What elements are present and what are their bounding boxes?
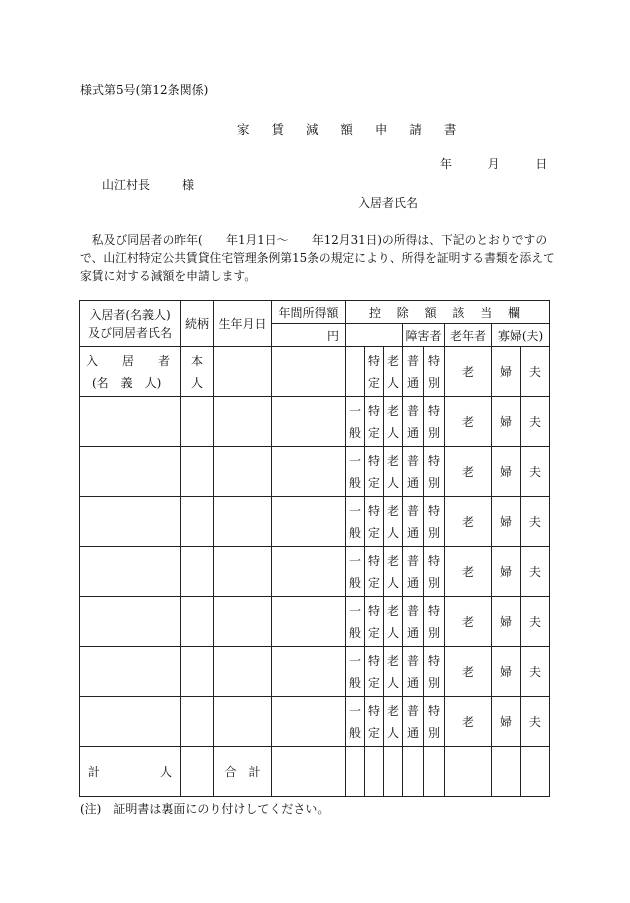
total-income-cell (272, 747, 346, 797)
ippan-cell (346, 397, 365, 447)
owner-tokutei-2: 定 (367, 375, 380, 390)
futsu-cell (403, 447, 424, 497)
owner-birth-cell (214, 347, 272, 397)
tokubetsu-1: 特 (427, 703, 440, 718)
header-income-unit: 円 (272, 324, 346, 347)
date-line (440, 155, 547, 172)
total-tokubetsu (424, 747, 445, 797)
tokubetsu-1: 特 (427, 453, 440, 468)
tokubetsu-cell (424, 397, 445, 447)
futsu-cell (403, 497, 424, 547)
tokubetsu-2: 別 (427, 425, 440, 440)
rojin-2: 人 (386, 425, 399, 440)
cohabitant-income-cell (272, 697, 346, 747)
tokubetsu-1: 特 (427, 653, 440, 668)
total-row (80, 747, 550, 797)
tokubetsu-cell (424, 447, 445, 497)
futsu-2: 通 (406, 475, 419, 490)
fu-cell: 婦 (492, 397, 521, 447)
date-day: 日 (535, 157, 548, 171)
owner-futsu-1: 普 (406, 353, 419, 368)
ippan-2: 般 (348, 725, 361, 740)
ippan-cell (346, 547, 365, 597)
table-row (80, 697, 550, 747)
tokutei-1: 特 (367, 403, 380, 418)
rojin-2: 人 (386, 475, 399, 490)
owner-ippan-cell (346, 347, 365, 397)
ippan-2: 般 (348, 675, 361, 690)
cohabitant-name-cell (80, 497, 181, 547)
tokubetsu-2: 別 (427, 525, 440, 540)
cohabitant-income-cell (272, 547, 346, 597)
futsu-2: 通 (406, 625, 419, 640)
futsu-cell (403, 647, 424, 697)
total-ippan (346, 747, 365, 797)
applicant-name-label: 入居者氏名 (358, 196, 419, 210)
ippan-1: 一 (348, 703, 361, 718)
total-label: 計 (88, 765, 101, 779)
owner-relation-1: 本 (190, 353, 203, 368)
cohabitant-birth-cell (214, 497, 272, 547)
total-tokutei (365, 747, 384, 797)
futsu-1: 普 (406, 403, 419, 418)
ippan-1: 一 (348, 653, 361, 668)
rojin-1: 老 (386, 453, 399, 468)
tokubetsu-2: 別 (427, 575, 440, 590)
total-relation-cell (181, 747, 214, 797)
rojin-cell (384, 497, 403, 547)
ro-cell: 老 (445, 647, 492, 697)
table-row (80, 497, 550, 547)
cohabitant-birth-cell (214, 447, 272, 497)
header-deduction: 控 除 額 該 当 欄 (346, 301, 550, 324)
ippan-cell (346, 597, 365, 647)
futsu-2: 通 (406, 575, 419, 590)
header-disabled: 障害者 (403, 324, 445, 347)
header-income: 年間所得額 (272, 301, 346, 324)
tokutei-2: 定 (367, 725, 380, 740)
ippan-cell (346, 697, 365, 747)
ippan-2: 般 (348, 575, 361, 590)
owner-futsu-2: 通 (406, 375, 419, 390)
tokubetsu-2: 別 (427, 475, 440, 490)
cohabitant-birth-cell (214, 597, 272, 647)
futsu-cell (403, 697, 424, 747)
ippan-1: 一 (348, 553, 361, 568)
rojin-cell (384, 397, 403, 447)
header-elderly: 老年者 (445, 324, 492, 347)
otto-cell: 夫 (521, 397, 550, 447)
tokutei-cell (365, 647, 384, 697)
tokubetsu-cell (424, 697, 445, 747)
otto-cell: 夫 (521, 697, 550, 747)
ro-cell: 老 (445, 397, 492, 447)
fu-cell: 婦 (492, 647, 521, 697)
tokutei-1: 特 (367, 553, 380, 568)
header-birthdate: 生年月日 (214, 301, 272, 347)
cohabitant-income-cell (272, 397, 346, 447)
futsu-1: 普 (406, 653, 419, 668)
ro-cell: 老 (445, 447, 492, 497)
ippan-1: 一 (348, 603, 361, 618)
tokutei-2: 定 (367, 675, 380, 690)
cohabitant-name-cell (80, 447, 181, 497)
rojin-1: 老 (386, 503, 399, 518)
tokutei-cell (365, 447, 384, 497)
otto-cell: 夫 (521, 447, 550, 497)
cohabitant-relation-cell (181, 497, 214, 547)
ippan-cell (346, 497, 365, 547)
owner-tokubetsu-cell (424, 347, 445, 397)
owner-rojin-cell (384, 347, 403, 397)
rojin-2: 人 (386, 575, 399, 590)
tokubetsu-cell (424, 647, 445, 697)
futsu-2: 通 (406, 675, 419, 690)
ro-cell: 老 (445, 597, 492, 647)
cohabitant-relation-cell (181, 647, 214, 697)
application-paragraph: 私及び同居者の昨年( 年1月1日〜 年12月31日)の所得は、下記のとおりですので、山江村特定公共賃貸住宅管理条例第15条の規定により、所得を証明する書類を添えて家賃に対する減額を申請します。 (80, 233, 555, 283)
ippan-1: 一 (348, 503, 361, 518)
futsu-2: 通 (406, 725, 419, 740)
cohabitant-relation-cell (181, 397, 214, 447)
futsu-cell (403, 397, 424, 447)
futsu-1: 普 (406, 453, 419, 468)
tokutei-cell (365, 497, 384, 547)
ro-cell: 老 (445, 497, 492, 547)
owner-futsu-cell (403, 347, 424, 397)
addressee (102, 176, 194, 193)
cohabitant-name-cell (80, 547, 181, 597)
owner-relation-cell (181, 347, 214, 397)
tokubetsu-1: 特 (427, 603, 440, 618)
owner-name-line1: 入 居 者 (86, 353, 171, 368)
owner-name-line2: (名 義 人) (92, 375, 162, 390)
table-row-owner (80, 347, 550, 397)
total-rojin (384, 747, 403, 797)
tokutei-1: 特 (367, 603, 380, 618)
cohabitant-income-cell (272, 497, 346, 547)
cohabitant-relation-cell (181, 447, 214, 497)
table-row (80, 647, 550, 697)
table-row (80, 447, 550, 497)
total-futsu (403, 747, 424, 797)
header-name-line2: 及び同居者氏名 (87, 325, 172, 340)
ippan-cell (346, 647, 365, 697)
rojin-1: 老 (386, 703, 399, 718)
rojin-2: 人 (386, 625, 399, 640)
cohabitant-income-cell (272, 597, 346, 647)
otto-cell: 夫 (521, 497, 550, 547)
cohabitant-birth-cell (214, 697, 272, 747)
futsu-1: 普 (406, 503, 419, 518)
total-widow (492, 747, 521, 797)
tokubetsu-1: 特 (427, 503, 440, 518)
ippan-2: 般 (348, 425, 361, 440)
tokutei-2: 定 (367, 625, 380, 640)
tokubetsu-cell (424, 597, 445, 647)
ippan-2: 般 (348, 525, 361, 540)
owner-rojin-2: 人 (386, 375, 399, 390)
table-row (80, 597, 550, 647)
cohabitant-birth-cell (214, 547, 272, 597)
owner-fu-cell: 婦 (492, 347, 521, 397)
ippan-2: 般 (348, 625, 361, 640)
fu-cell: 婦 (492, 497, 521, 547)
fu-cell: 婦 (492, 597, 521, 647)
rojin-1: 老 (386, 403, 399, 418)
rojin-cell (384, 597, 403, 647)
income-table (79, 300, 550, 797)
owner-relation-2: 人 (190, 375, 203, 390)
cohabitant-relation-cell (181, 547, 214, 597)
ippan-cell (346, 447, 365, 497)
rojin-cell (384, 647, 403, 697)
owner-tokutei-1: 特 (367, 353, 380, 368)
otto-cell: 夫 (521, 547, 550, 597)
tokutei-2: 定 (367, 425, 380, 440)
tokutei-cell (365, 597, 384, 647)
ro-cell: 老 (445, 547, 492, 597)
owner-income-cell (272, 347, 346, 397)
total-unit: 人 (159, 765, 172, 779)
ro-cell: 老 (445, 697, 492, 747)
rojin-2: 人 (386, 725, 399, 740)
tokubetsu-cell (424, 497, 445, 547)
owner-rojin-1: 老 (386, 353, 399, 368)
header-name (80, 301, 181, 347)
ippan-2: 般 (348, 475, 361, 490)
tokubetsu-2: 別 (427, 675, 440, 690)
total-elderly (445, 747, 492, 797)
ippan-1: 一 (348, 403, 361, 418)
rojin-2: 人 (386, 525, 399, 540)
tokubetsu-cell (424, 547, 445, 597)
tokutei-2: 定 (367, 525, 380, 540)
rojin-2: 人 (386, 675, 399, 690)
cohabitant-income-cell (272, 647, 346, 697)
owner-name-cell (80, 347, 181, 397)
tokutei-2: 定 (367, 575, 380, 590)
tokutei-cell (365, 547, 384, 597)
rojin-1: 老 (386, 653, 399, 668)
cohabitant-name-cell (80, 697, 181, 747)
cohabitant-relation-cell (181, 697, 214, 747)
tokubetsu-2: 別 (427, 625, 440, 640)
cohabitant-name-cell (80, 397, 181, 447)
owner-tokutei-cell (365, 347, 384, 397)
tokubetsu-2: 別 (427, 725, 440, 740)
header-blank (346, 324, 403, 347)
header-widow: 寡婦(夫) (492, 324, 550, 347)
tokubetsu-1: 特 (427, 553, 440, 568)
futsu-cell (403, 547, 424, 597)
rojin-1: 老 (386, 603, 399, 618)
owner-tokubetsu-2: 別 (427, 375, 440, 390)
futsu-2: 通 (406, 425, 419, 440)
header-name-line1: 入居者(名義人) (89, 307, 171, 322)
tokubetsu-1: 特 (427, 403, 440, 418)
tokutei-1: 特 (367, 653, 380, 668)
owner-otto-cell: 夫 (521, 347, 550, 397)
table-row (80, 397, 550, 447)
addressee-name: 山江村長 (102, 178, 151, 192)
tokutei-1: 特 (367, 703, 380, 718)
cohabitant-birth-cell (214, 647, 272, 697)
cohabitant-name-cell (80, 597, 181, 647)
otto-cell: 夫 (521, 597, 550, 647)
tokutei-cell (365, 397, 384, 447)
futsu-cell (403, 597, 424, 647)
cohabitant-relation-cell (181, 597, 214, 647)
rojin-cell (384, 447, 403, 497)
header-row-1 (80, 301, 550, 324)
tokutei-cell (365, 697, 384, 747)
cohabitant-name-cell (80, 647, 181, 697)
total-count-cell (80, 747, 181, 797)
date-month: 月 (487, 157, 500, 171)
rojin-cell (384, 697, 403, 747)
fu-cell: 婦 (492, 697, 521, 747)
ippan-1: 一 (348, 453, 361, 468)
footnote: (注) 証明書は裏面にのり付けしてください。 (80, 802, 330, 816)
owner-tokubetsu-1: 特 (427, 353, 440, 368)
rojin-1: 老 (386, 553, 399, 568)
sum-label: 合 計 (214, 747, 272, 797)
fu-cell: 婦 (492, 447, 521, 497)
fu-cell: 婦 (492, 547, 521, 597)
document-title: 家 賃 減 額 申 請 書 (237, 122, 466, 137)
header-relation: 続柄 (181, 301, 214, 347)
cohabitant-birth-cell (214, 397, 272, 447)
futsu-2: 通 (406, 525, 419, 540)
owner-ro-cell: 老 (445, 347, 492, 397)
date-year: 年 (440, 157, 453, 171)
tokutei-2: 定 (367, 475, 380, 490)
tokutei-1: 特 (367, 453, 380, 468)
form-number: 様式第5号(第12条関係) (80, 83, 209, 97)
futsu-1: 普 (406, 553, 419, 568)
cohabitant-income-cell (272, 447, 346, 497)
otto-cell: 夫 (521, 647, 550, 697)
futsu-1: 普 (406, 703, 419, 718)
table-row (80, 547, 550, 597)
total-widower (521, 747, 550, 797)
tokutei-1: 特 (367, 503, 380, 518)
rojin-cell (384, 547, 403, 597)
honorific: 様 (182, 178, 195, 192)
futsu-1: 普 (406, 603, 419, 618)
